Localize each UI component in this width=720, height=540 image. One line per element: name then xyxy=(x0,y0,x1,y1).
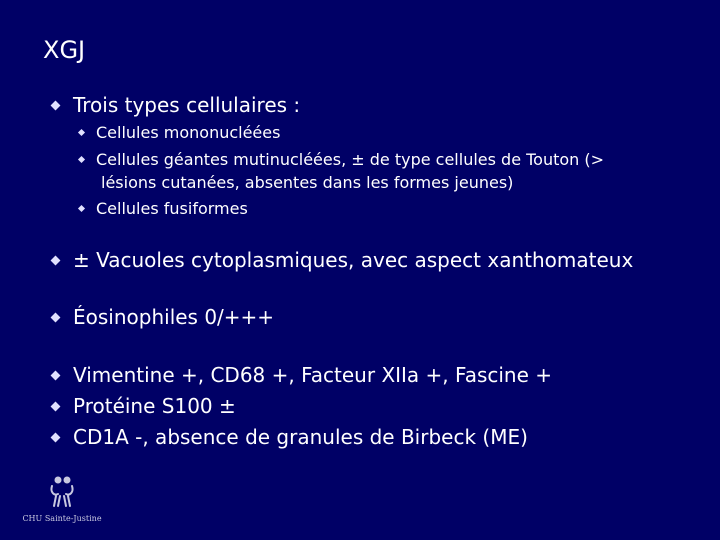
diamond-bullet-icon xyxy=(51,101,61,111)
sub-bullet-text: Cellules fusiformes xyxy=(96,199,248,218)
bullet-text: Trois types cellulaires : xyxy=(73,93,301,117)
bullet-types xyxy=(50,93,300,117)
logo-text: CHU Sainte-Justine xyxy=(22,514,102,523)
diamond-bullet-icon xyxy=(51,256,61,266)
bullet-text: ± Vacuoles cytoplasmiques, avec aspect xanthomateux xyxy=(73,248,634,272)
sub-bullet-text: Cellules géantes mutinucléées, ± de type cellules de Touton (> xyxy=(96,150,605,169)
slide-title: XGJ xyxy=(43,36,86,64)
bullet-cd1a xyxy=(50,425,528,449)
sub-bullet-mononucleees xyxy=(78,121,280,145)
diamond-bullet-icon xyxy=(78,129,85,136)
sub-bullet-text: Cellules mononucléées xyxy=(96,123,281,142)
chu-sainte-justine-logo-icon xyxy=(14,474,110,514)
bullet-eosinophiles xyxy=(50,305,274,329)
bullet-vacuoles xyxy=(50,248,633,272)
bullet-text: CD1A -, absence de granules de Birbeck (ME) xyxy=(73,425,528,449)
bullet-text: Éosinophiles 0/+++ xyxy=(73,305,275,329)
bullet-text: Vimentine +, CD68 +, Facteur XIIa +, Fascine + xyxy=(73,363,553,387)
sub-bullet-fusiformes xyxy=(78,197,248,221)
sub-bullet-text-continued: lésions cutanées, absentes dans les formes jeunes) xyxy=(101,173,514,192)
diamond-bullet-icon xyxy=(51,313,61,323)
bullet-vimentine xyxy=(50,363,552,387)
diamond-bullet-icon xyxy=(51,402,61,412)
diamond-bullet-icon xyxy=(51,371,61,381)
diamond-bullet-icon xyxy=(51,433,61,443)
bullet-proteine xyxy=(50,394,236,418)
sub-bullet-geantes xyxy=(78,148,604,172)
diamond-bullet-icon xyxy=(78,205,85,212)
bullet-text: Protéine S100 ± xyxy=(73,394,236,418)
diamond-bullet-icon xyxy=(78,156,85,163)
chu-sainte-justine-logo xyxy=(14,474,110,530)
